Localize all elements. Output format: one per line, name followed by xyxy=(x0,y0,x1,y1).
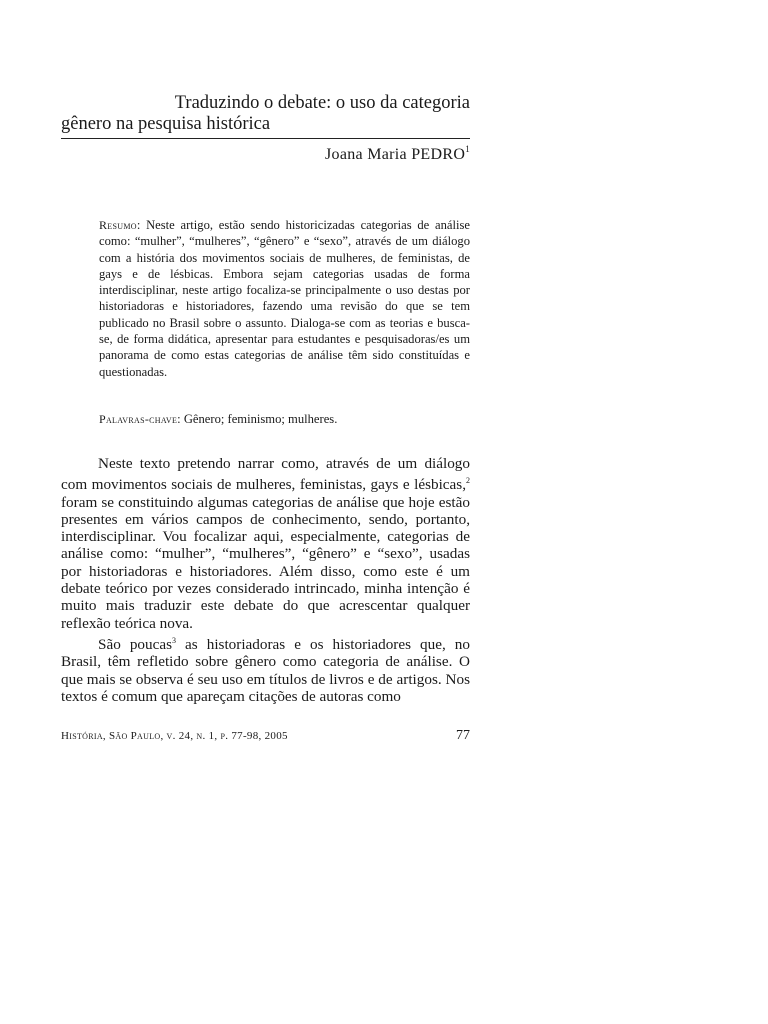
article-title xyxy=(61,93,470,139)
paragraph-1-text-b: foram se constituindo algumas categorias de análise que hoje estão presentes em vários campos de conhecimento, sendo, portanto, interdisciplinar. Vou focalizar aqui, especialmente, categorias de análise como: “mulher”, “mulheres”, “gênero” e “sexo”, usadas por historiadoras e historiadores. Além disso, como este é um debate teórico por vezes considerado intrincado, minha intenção é muito mais traduzir este debate do que acrescentar qualquer reflexão teórica nova. xyxy=(61,493,470,632)
body-text xyxy=(61,455,470,705)
paragraph-2-text-b: as historiadoras e os historiadores que, no Brasil, têm refletido sobre gênero como categoria de análise. O que mais se observa é seu uso em títulos de livros e de artigos. Nos textos é comum que apareçam citações de autoras como xyxy=(61,635,470,705)
abstract: Resumo: Neste artigo, estão sendo historicizadas categorias de análise como: “mulher”, “mulheres”, “gênero” e “sexo”, através de um diálogo com a história dos movimentos sociais de mulheres, de feministas, de gays e de lésbicas. Embora sejam categorias usadas de forma interdisciplinar, neste artigo focaliza-se principalmente o uso destas por historiadoras e historiadores, fazendo uma revisão do que se tem publicado no Brasil sobre o assunto. Dialoga-se com as teorias e busca-se, de forma didática, apresentar para estudantes e pesquisadoras/es um panorama de como estas categorias de análise têm sido constituídas e questionadas. xyxy=(99,218,470,379)
keywords-text: Gênero; feminismo; mulheres. xyxy=(183,412,338,426)
abstract-label: Resumo xyxy=(99,218,137,232)
title-divider xyxy=(61,138,470,139)
body-paragraph-2 xyxy=(61,632,470,705)
abstract-text: Neste artigo, estão sendo historicizadas categorias de análise como: “mulher”, “mulheres”, “gênero” e “sexo”, através de um diálogo com a história dos movimentos sociais de mulheres, de feministas, de gays e de lésbicas. Embora sejam categorias usadas de forma interdisciplinar, neste artigo focaliza-se principalmente o uso destas por historiadoras e historiadores, fazendo uma revisão do que se tem publicado no Brasil sobre o assunto. Dialoga-se com as teorias e busca-se, de forma didática, apresentar para estudantes e pesquisadoras/es um panorama de como estas categorias de análise têm sido constituídas e questionadas. xyxy=(99,218,470,379)
footnote-ref-2: 2 xyxy=(466,476,470,486)
keywords-label: Palavras-chave xyxy=(99,412,178,426)
paragraph-1-text-a: Neste texto pretendo narrar como, através de um diálogo com movimentos sociais de mulheres, feministas, gays e lésbicas, xyxy=(61,455,470,494)
title-line-1: Traduzindo o debate: o uso da categoria xyxy=(174,93,470,113)
body-paragraph-1 xyxy=(61,455,470,632)
footnote-ref-3: 3 xyxy=(172,635,176,645)
author-footnote-ref: 1 xyxy=(465,144,470,154)
paragraph-2-text-a: São poucas xyxy=(98,635,172,653)
author-name: Joana Maria PEDRO xyxy=(325,146,466,163)
journal-citation: História, São Paulo, v. 24, n. 1, p. 77-98, 2005 xyxy=(61,730,288,742)
page-number: 77 xyxy=(456,728,470,743)
title-line-2: gênero na pesquisa histórica xyxy=(61,114,271,134)
author-byline xyxy=(61,144,470,164)
keywords: Palavras-chave: Gênero; feminismo; mulheres. xyxy=(99,412,338,426)
